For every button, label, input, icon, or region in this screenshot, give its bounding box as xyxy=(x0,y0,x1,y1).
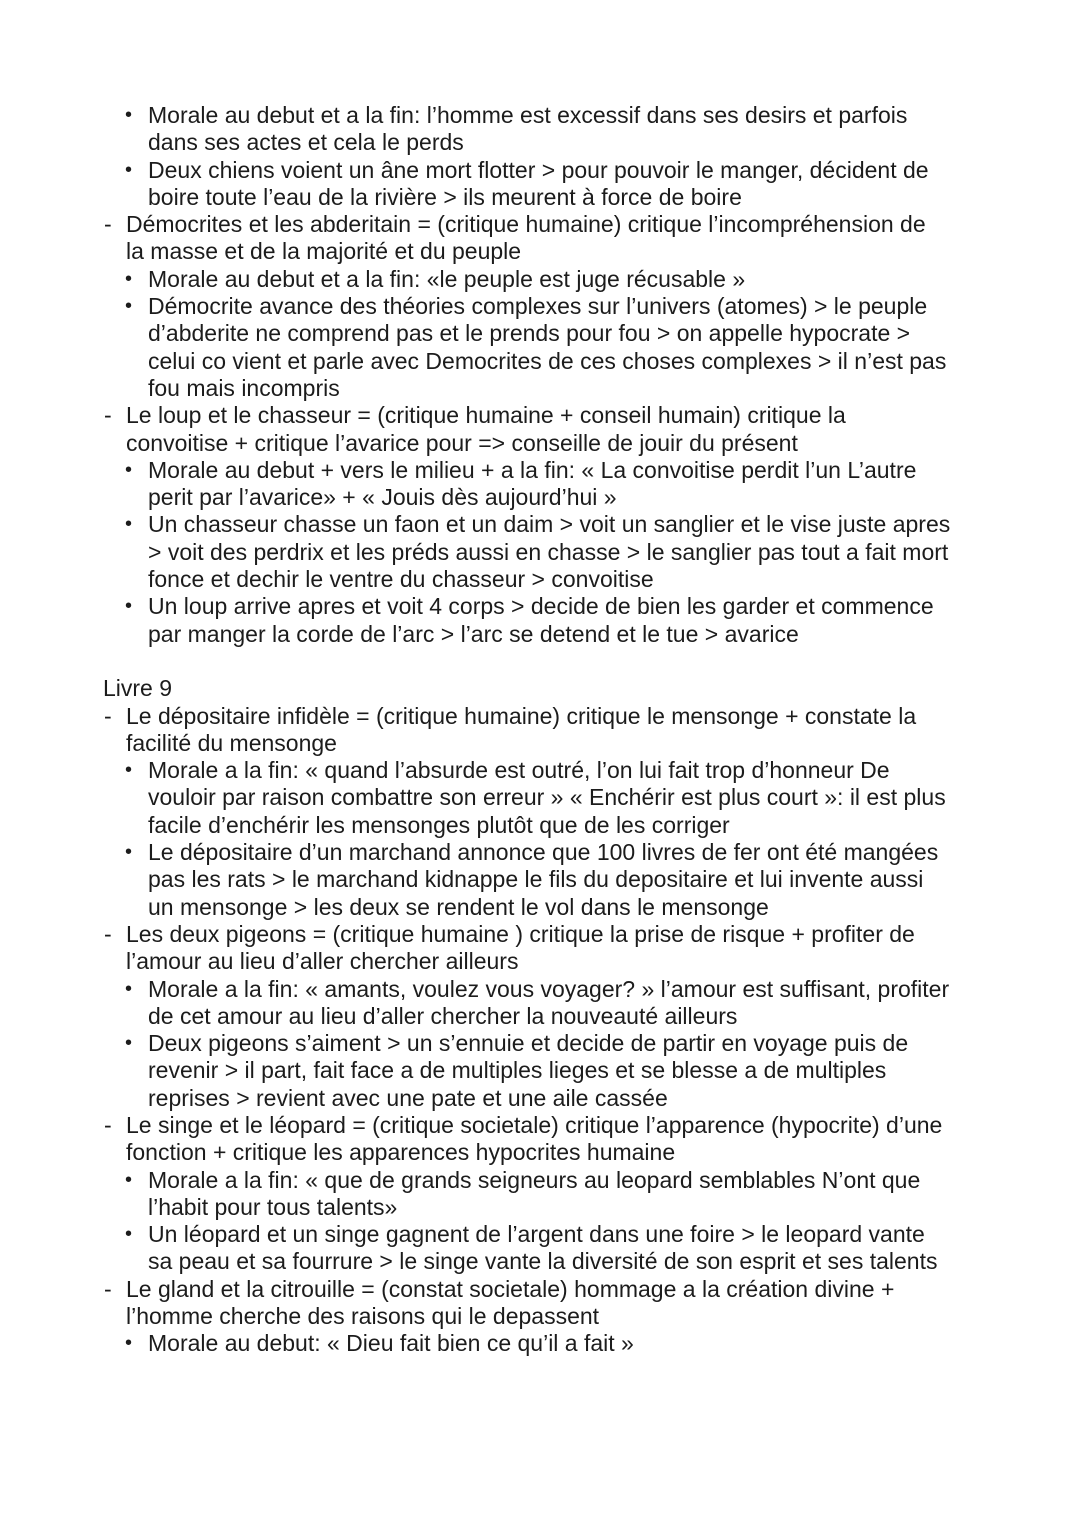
bullet-marker: • xyxy=(125,458,133,481)
line-text: Morale a la fin: « quand l’absurde est outré, l’on lui fait trop d’honneur De xyxy=(148,757,890,784)
text-line xyxy=(0,430,1080,457)
text-line xyxy=(0,976,1080,1003)
text-line xyxy=(0,730,1080,757)
text-line xyxy=(0,1030,1080,1057)
fable-entry xyxy=(0,211,1080,266)
notes-block-livre-9 xyxy=(0,703,1080,1358)
text-line xyxy=(0,1139,1080,1166)
text-line xyxy=(0,921,1080,948)
line-text: Morale a la fin: « amants, voulez vous voyager? » l’amour est suffisant, profiter xyxy=(148,975,950,1002)
text-line xyxy=(0,839,1080,866)
line-text: Un chasseur chasse un faon et un daim > voit un sanglier et le vise juste apres xyxy=(148,511,951,538)
text-line xyxy=(0,539,1080,566)
bullet-point xyxy=(0,976,1080,1031)
line-text: Deux pigeons s’aiment > un s’ennuie et decide de partir en voyage puis de xyxy=(148,1030,909,1057)
dash-marker: - xyxy=(104,702,112,729)
text-line xyxy=(0,948,1080,975)
bullet-marker: • xyxy=(125,1223,133,1246)
text-line xyxy=(0,1167,1080,1194)
line-text: Le dépositaire d’un marchand annonce que 100 livres de fer ont été mangées xyxy=(148,839,939,866)
bullet-point xyxy=(0,1167,1080,1222)
line-text: Morale a la fin: « que de grands seigneurs au leopard semblables N’ont que xyxy=(148,1166,921,1193)
dash-marker: - xyxy=(104,1275,112,1302)
line-text: Le singe et le léopard = (critique societale) critique l’apparence (hypocrite) d’une xyxy=(126,1111,943,1138)
dash-marker: - xyxy=(104,211,112,238)
section-gap xyxy=(0,648,1080,675)
line-text: Morale au debut + vers le milieu + a la fin: « La convoitise perdit l’un L’autre xyxy=(148,456,917,483)
line-text: l’amour au lieu d’aller chercher ailleurs xyxy=(126,948,519,975)
line-text: Deux chiens voient un âne mort flotter > pour pouvoir le manger, décident de xyxy=(148,156,929,183)
line-text: Morale au debut et a la fin: l’homme est excessif dans ses desirs et parfois xyxy=(148,102,908,128)
line-text: vouloir par raison combattre son erreur » « Enchérir est plus court »: il est plus xyxy=(148,784,946,811)
bullet-point xyxy=(0,1330,1080,1357)
bullet-marker: • xyxy=(125,759,133,782)
bullet-marker: • xyxy=(125,295,133,318)
line-text: Un léopard et un singe gagnent de l’argent dans une foire > le leopard vante xyxy=(148,1221,925,1248)
bullet-point xyxy=(0,511,1080,593)
fable-entry xyxy=(0,1276,1080,1331)
bullet-marker: • xyxy=(125,841,133,864)
line-text: Le dépositaire infidèle = (critique humaine) critique le mensonge + constate la xyxy=(126,702,917,729)
text-line xyxy=(0,1330,1080,1357)
text-line xyxy=(0,1221,1080,1248)
bullet-marker: • xyxy=(125,1168,133,1191)
text-line xyxy=(0,157,1080,184)
line-text: Les deux pigeons = (critique humaine ) critique la prise de risque + profiter de xyxy=(126,920,915,947)
line-text: sa peau et sa fourrure > le singe vante la diversité de son esprit et ses talents xyxy=(148,1248,938,1275)
line-text: la masse et de la majorité et du peuple xyxy=(126,238,522,265)
line-text: dans ses actes et cela le perds xyxy=(148,129,464,156)
line-text: celui co vient et parle avec Democrites de ces choses complexes > il n’est pas xyxy=(148,347,947,374)
text-line xyxy=(0,293,1080,320)
text-line xyxy=(0,1112,1080,1139)
text-line xyxy=(0,784,1080,811)
dash-marker: - xyxy=(104,1111,112,1138)
line-text: convoitise + critique l’avarice pour => conseille de jouir du présent xyxy=(126,429,798,456)
text-line xyxy=(0,348,1080,375)
text-line xyxy=(0,402,1080,429)
line-text: d’abderite ne comprend pas et le prends pour fou > on appelle hypocrate > xyxy=(148,320,911,347)
bullet-point xyxy=(0,1221,1080,1276)
fable-entry xyxy=(0,1112,1080,1167)
line-text: fonce et dechir le ventre du chasseur > convoitise xyxy=(148,566,654,593)
bullet-marker: • xyxy=(125,513,133,536)
section-title: Livre 9 xyxy=(103,675,173,702)
line-text: revenir > il part, fait face a de multiples lieges et se blesse a de multiples xyxy=(148,1057,887,1084)
line-text: de cet amour au lieu d’aller chercher la nouveauté ailleurs xyxy=(148,1002,738,1029)
dash-marker: - xyxy=(104,920,112,947)
bullet-marker: • xyxy=(125,1332,133,1355)
line-text: fonction + critique les apparences hypocrites humaine xyxy=(126,1139,676,1166)
line-text: par manger la corde de l’arc > l’arc se detend et le tue > avarice xyxy=(148,620,799,647)
line-text: l’homme cherche des raisons qui le depassent xyxy=(126,1303,600,1330)
text-line xyxy=(0,1248,1080,1275)
text-line xyxy=(0,375,1080,402)
text-line xyxy=(0,184,1080,211)
line-text: perit par l’avarice» + « Jouis dès aujourd’hui » xyxy=(148,484,617,511)
text-line xyxy=(0,320,1080,347)
notes-block-continued xyxy=(0,102,1080,648)
line-text: Un loup arrive apres et voit 4 corps > decide de bien les garder et commence xyxy=(148,593,934,620)
text-line xyxy=(0,1085,1080,1112)
document-page xyxy=(0,102,1080,1358)
text-line xyxy=(0,102,1080,129)
dash-marker: - xyxy=(104,402,112,429)
text-line xyxy=(0,1003,1080,1030)
text-line xyxy=(0,1303,1080,1330)
line-text: fou mais incompris xyxy=(148,374,340,401)
line-text: Démocrites et les abderitain = (critique humaine) critique l’incompréhension de xyxy=(126,211,926,238)
line-text: reprises > revient avec une pate et une aile cassée xyxy=(148,1084,668,1111)
line-text: Morale au debut et a la fin: «le peuple est juge récusable » xyxy=(148,265,746,292)
text-line xyxy=(0,1194,1080,1221)
bullet-marker: • xyxy=(125,595,133,618)
bullet-point xyxy=(0,839,1080,921)
bullet-point xyxy=(0,266,1080,293)
bullet-marker: • xyxy=(125,158,133,181)
text-line xyxy=(0,238,1080,265)
bullet-marker: • xyxy=(125,977,133,1000)
bullet-point xyxy=(0,1030,1080,1112)
line-text: facile d’enchérir les mensonges plutôt que de les corriger xyxy=(148,811,730,838)
text-line xyxy=(0,621,1080,648)
line-text: un mensonge > les deux se rendent le vol dans le mensonge xyxy=(148,893,769,920)
bullet-marker: • xyxy=(125,267,133,290)
fable-entry xyxy=(0,921,1080,976)
line-text: pas les rats > le marchand kidnappe le fils du depositaire et lui invente aussi xyxy=(148,866,924,893)
text-line xyxy=(0,1057,1080,1084)
line-text: > voit des perdrix et les préds aussi en chasse > le sanglier pas tout a fait mort xyxy=(148,538,949,565)
text-line xyxy=(0,894,1080,921)
bullet-point xyxy=(0,757,1080,839)
bullet-marker: • xyxy=(125,104,133,126)
fable-entry xyxy=(0,402,1080,457)
text-line xyxy=(0,566,1080,593)
bullet-point xyxy=(0,293,1080,402)
text-line xyxy=(0,266,1080,293)
text-line xyxy=(0,484,1080,511)
text-line xyxy=(0,757,1080,784)
text-line xyxy=(0,457,1080,484)
text-line xyxy=(0,1276,1080,1303)
line-text: l’habit pour tous talents» xyxy=(148,1193,398,1220)
line-text: Le loup et le chasseur = (critique humaine + conseil humain) critique la xyxy=(126,402,846,429)
text-line xyxy=(0,129,1080,156)
line-text: Démocrite avance des théories complexes sur l’univers (atomes) > le peuple xyxy=(148,293,928,320)
text-line xyxy=(0,866,1080,893)
text-line xyxy=(0,211,1080,238)
bullet-marker: • xyxy=(125,1032,133,1055)
text-line xyxy=(0,511,1080,538)
line-text: facilité du mensonge xyxy=(126,729,337,756)
bullet-point xyxy=(0,457,1080,512)
line-text: boire toute l’eau de la rivière > ils meurent à force de boire xyxy=(148,183,742,210)
bullet-point xyxy=(0,593,1080,648)
bullet-point xyxy=(0,157,1080,212)
fable-entry xyxy=(0,703,1080,758)
line-text: Le gland et la citrouille = (constat societale) hommage a la création divine + xyxy=(126,1275,895,1302)
text-line xyxy=(0,703,1080,730)
text-line xyxy=(0,593,1080,620)
line-text: Morale au debut: « Dieu fait bien ce qu’il a fait » xyxy=(148,1330,634,1357)
text-line xyxy=(0,812,1080,839)
bullet-point xyxy=(0,102,1080,157)
